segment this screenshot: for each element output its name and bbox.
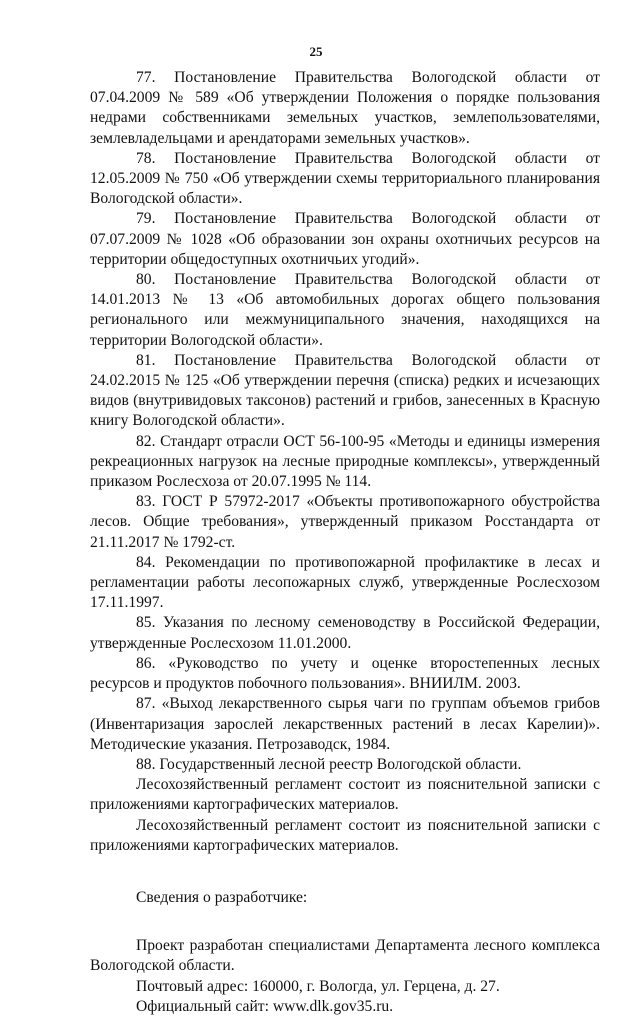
list-item-88: 88. Государственный лесной реестр Вологодской области. [136, 755, 522, 773]
developer-project: Проект разработан специалистами Департамента лесного комплекса Вологодской области. [90, 937, 600, 975]
developer-address: Почтовый адрес: 160000, г. Вологда, ул. Герцена, д. 27. [136, 977, 500, 995]
developer-website: Официальный сайт: www.dlk.gov35.ru. [136, 997, 394, 1015]
regulation-note: Лесохозяйственный регламент состоит из пояснительной записки с приложениями картографических материалов. [90, 776, 600, 814]
list-item-84: 84. Рекомендации по противопожарной профилактике в лесах и регламентации работы лесопожарных служб, утвержденные Рослесхозом 17.11.1997. [90, 553, 600, 612]
list-item-77: 77. Постановление Правительства Вологодской области от 07.04.2009 № 589 «Об утверждении Положения о порядке пользования недрами собственниками земельных участков, землепользователями, землевладельцами и арендаторами земельных участков». [90, 69, 600, 147]
list-item-81: 81. Постановление Правительства Вологодской области от 24.02.2015 № 125 «Об утверждении перечня (списка) редких и исчезающих видов (внутривидовых таксонов) растений и грибов, занесенных в Красную книгу Вологодской области». [90, 351, 600, 430]
list-item-87: 87. «Выход лекарственного сырья чаги по группам объемов грибов (Инвентаризация зарослей лекарственных растений в лесах Карелии)». Методические указания. Петрозаводск, 1984. [90, 695, 600, 753]
list-item-82: 82. Стандарт отрасли ОСТ 56-100-95 «Методы и единицы измерения рекреационных нагрузок на лесные природные комплексы», утвержденный приказом Рослесхоза от 20.07.1995 № 114. [90, 432, 600, 491]
list-item-80: 80. Постановление Правительства Вологодской области от 14.01.2013 № 13 «Об автомобильных дорогах общего пользования регионального или межмуниципального значения, находящихся на территории Вологодской области». [90, 271, 600, 349]
list-item-79: 79. Постановление Правительства Вологодской области от 07.07.2009 № 1028 «Об образовании зон охраны охотничьих ресурсов на территории общедоступных охотничьих угодий». [90, 210, 600, 268]
regulation-note-repeat: Лесохозяйственный регламент состоит из пояснительной записки с приложениями картографических материалов. [90, 816, 600, 854]
developer-heading: Сведения о разработчике: [136, 888, 308, 906]
list-item-85: 85. Указания по лесному семеноводству в Российской Федерации, утвержденные Рослесхозом 11.01.2000. [90, 614, 600, 652]
document-body [90, 68, 600, 1017]
list-item-86: 86. «Руководство по учету и оценке второстепенных лесных ресурсов и продуктов побочного пользования». ВНИИЛМ. 2003. [90, 654, 600, 693]
list-item-83: 83. ГОСТ Р 57972-2017 «Объекты противопожарного обустройства лесов. Общие требования», утвержденный приказом Росстандарта от 21.11.2017 № 1792-ст. [90, 493, 600, 551]
page-number: 25 [309, 44, 323, 59]
list-item-78: 78. Постановление Правительства Вологодской области от 12.05.2009 № 750 «Об утверждении схемы территориального планирования Вологодской области». [90, 149, 600, 208]
